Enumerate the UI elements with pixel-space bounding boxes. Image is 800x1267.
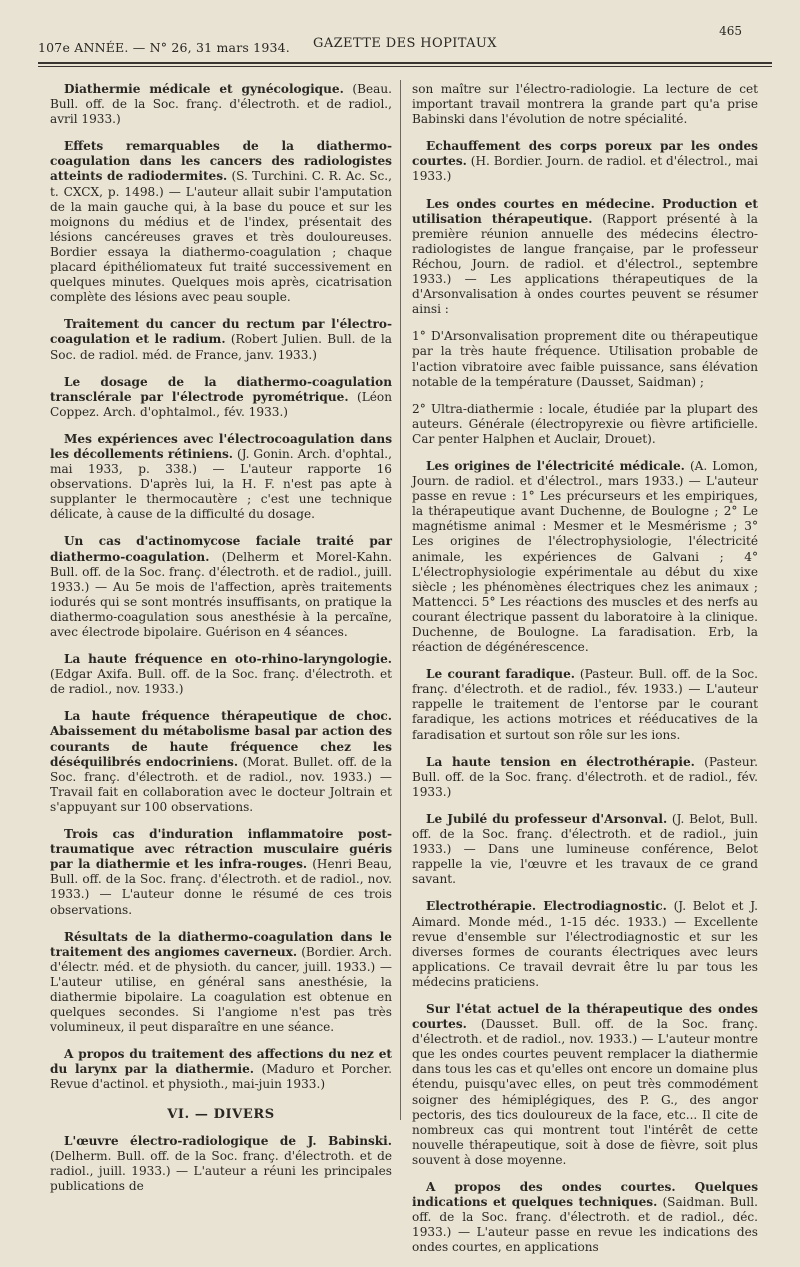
entry-title: L'œuvre électro-radiologique de J. Babinski. [64, 1133, 392, 1148]
page-header [38, 18, 772, 68]
header-rule-thin [38, 66, 772, 67]
abstract-entry [412, 899, 758, 990]
entry-title: Un cas d'actinomycose faciale traité par diathermo-coagulation. [50, 534, 392, 564]
abstract-entry [50, 709, 392, 815]
entry-body: (Pasteur. Bull. off. de la Soc. franç. d'électroth. et de radiol., fév. 1933.) [412, 754, 758, 799]
entry-body: (A. Lomon, Journ. de radiol. et d'électrol., mars 1933.) — L'auteur passe en revue : 1° Les précurseurs et les empiriques, la thérapeutique avant Duchenne, de Boulogne ; 2° Le magnétisme animal : Mesmer et le Mesmérisme ; 3° Les origines de l'électrophysiologie, l'électricité animale, les expériences de Galvani ; 4° L'électrophysiologie expérimentale au début du xixe siècle ; les phénomènes électriques chez les animaux ; Mattencci. 5° Les réactions des muscles et des nerfs au courant électrique passent du laboratoire à la clinique. Duchenne, de Boulogne. La faradisation. Erb, la réaction de dégénérescence. [412, 458, 758, 655]
entry-title: Les origines de l'électricité médicale. [426, 458, 685, 473]
abstract-entry [50, 1047, 392, 1092]
abstract-entry [50, 534, 392, 640]
abstract-entry [412, 1002, 758, 1168]
issue-info: 107e ANNÉE. — N° 26, 31 mars 1934. [38, 40, 290, 55]
abstract-entry [50, 827, 392, 918]
entry-body: (Dausset. Bull. off. de la Soc. franç. d'électroth. et de radiol., nov. 1933.) — L'auteur montre que les ondes courtes peuvent remplacer la diathermie dans tous les cas et qu'elles ont encore un domaine plus étendu, puisqu'avec elles, on peut très commodément soigner des hémiplégiques, des P. G., des angor pectoris, des tics douloureux de la face, etc... Il cite de nombreux cas qui montrent tout l'intérêt de cette nouvelle thérapeutique, soit à dose de fièvre, soit plus souvent à dose moyenne. [412, 1017, 758, 1167]
entry-body: (Saidman. Bull. off. de la Soc. franç. d'électroth. et de radiol., déc. 1933.) — L'auteur passe en revue les indications des ondes courtes, en applications [412, 1195, 758, 1255]
entry-title: Le dosage de la diathermo-coagulation transclérale par l'électrode pyrométrique. [50, 374, 392, 404]
entry-body: (J. Belot, Bull. off. de la Soc. franç. d'électroth. et de radiol., juin 1933.) — Dans une lumineuse conférence, Belot rappelle la vie, l'œuvre et les travaux de ce grand savant. [412, 811, 758, 887]
entry-title: La haute fréquence thérapeutique de choc. Abaissement du métabolisme basal par action des courants de haute fréquence chez les déséquilibrés endocriniens. [50, 709, 392, 769]
entry-title: Electrothérapie. Electrodiagnostic. [426, 899, 667, 914]
entry-body: (H. Bordier. Journ. de radiol. et d'électrol., mai 1933.) [412, 154, 758, 184]
page-number: 465 [719, 24, 742, 38]
entry-body: (Edgar Axifa. Bull. off. de la Soc. franç. d'électroth. et de radiol., nov. 1933.) [50, 667, 392, 697]
header-rule [38, 62, 772, 64]
entry-title: Mes expériences avec l'électrocoagulation dans les décollements rétiniens. [50, 431, 392, 461]
entry-title: Le Jubilé du professeur d'Arsonval. [426, 811, 668, 826]
entry-body: (Delherm. Bull. off. de la Soc. franç. d'électroth. et de radiol., juill. 1933.) — L'auteur a réuni les principales publications de [50, 1148, 392, 1193]
entry-title: A propos du traitement des affections du nez et du larynx par la diathermie. [50, 1047, 392, 1077]
entry-title: Résultats de la diathermo-coagulation dans le traitement des angiomes caverneux. [50, 929, 392, 959]
abstract-entry [412, 812, 758, 887]
entry-body: (Beau. Bull. off. de la Soc. franç. d'électroth. et de radiol., avril 1933.) [50, 82, 392, 127]
entry-title: Effets remarquables de la diathermo-coagulation dans les cancers des radiologistes atteints de radiodermites. [50, 139, 392, 184]
entry-title: La haute fréquence en oto-rhino-laryngologie. [64, 652, 392, 667]
entry-body: (J. Gonin. Arch. d'ophtal., mai 1933, p. 338.) — L'auteur rapporte 16 observations. D'après lui, la H. F. n'est pas apte à supplanter le thermocautère ; c'est une technique délicate, à cause de la difficulté du dosage. [50, 446, 392, 522]
abstract-entry [50, 317, 392, 362]
abstract-entry [50, 1134, 392, 1194]
abstract-entry [412, 329, 758, 389]
entry-title: Sur l'état actuel de la thérapeutique des ondes courtes. [412, 1001, 758, 1032]
abstract-entry [412, 139, 758, 184]
column-divider [400, 80, 401, 1120]
entry-title: Echauffement des corps poreux par les ondes courtes. [412, 139, 758, 169]
abstract-entry [50, 82, 392, 127]
entry-body: (Maduro et Porcher. Revue d'actinol. et physioth., mai-juin 1933.) [50, 1062, 392, 1092]
entry-body: (Bordier. Arch. d'électr. méd. et de physioth. du cancer, juill. 1933.) — L'auteur utilise, en général sans anesthésie, la diathermie bipolaire. La coagulation est obtenue en quelques secondes. Si l'angiome n'est pas très volumineux, il peut disparaître en une séance. [50, 944, 392, 1035]
entry-title: Le courant faradique. [426, 667, 575, 682]
entry-body: (Robert Julien. Bull. de la Soc. de radiol. méd. de France, janv. 1933.) [50, 332, 392, 362]
entry-title: Diathermie médicale et gynécologique. [64, 82, 344, 96]
abstract-entry [412, 459, 758, 655]
section-heading: VI. — DIVERS [167, 1106, 275, 1122]
entry-title: Traitement du cancer du rectum par l'électro-coagulation et le radium. [50, 317, 392, 347]
entry-title: Trois cas d'induration inflammatoire post-traumatique avec rétraction musculaire guéris par la diathermie et les infra-rouges. [50, 827, 392, 872]
entry-title: Les ondes courtes en médecine. Production et utilisation thérapeutique. [412, 196, 758, 226]
abstract-entry [412, 82, 758, 127]
abstract-entry [50, 930, 392, 1036]
entry-body: (J. Belot et J. Aimard. Monde méd., 1-15 déc. 1933.) — Excellente revue d'ensemble sur l'électrodiagnostic et sur les diverses formes de courants électriques avec leurs applications. Ce travail devrait être lu par tous les médecins praticiens. [412, 899, 758, 989]
entry-body: (Rapport présenté à la première réunion annuelle des médecins électro-radiologistes de langue française, par le professeur Réchou, Journ. de radiol. et d'électrol., septembre 1933.) — Les applications thérapeutiques de la d'Arsonvalisation à ondes courtes peuvent se résumer ainsi : [412, 211, 758, 317]
abstract-entry [50, 375, 392, 420]
entry-body: (Henri Beau, Bull. off. de la Soc. franç. d'électroth. et de radiol., nov. 1933.) — L'auteur donne le résumé de ces trois observations. [50, 857, 392, 917]
journal-title: GAZETTE DES HOPITAUX [313, 36, 497, 51]
entry-title: A propos des ondes courtes. Quelques indications et quelques techniques. [412, 1180, 758, 1210]
entry-body: (Pasteur. Bull. off. de la Soc. franç. d'électroth. et de radiol., fév. 1933.) — L'auteur rappelle le traitement de l'entorse par le courant faradique, les actions motrices et rééducatives de la faradisation et surtout son rôle sur les ions. [412, 667, 758, 742]
entry-body: (Morat. Bullet. off. de la Soc. franç. d'électroth. et de radiol., nov. 1933.) — Travail fait en collaboration avec le docteur Joltrain et s'appuyant sur 100 observations. [50, 754, 392, 814]
left-column [50, 82, 392, 1206]
right-column [412, 82, 758, 1267]
abstract-entry [50, 139, 392, 305]
entry-body: 2° Ultra-diathermie : locale, étudiée par la plupart des auteurs. Générale (électropyrexie ou fièvre artificielle. Car penter Halphen et Auclair, Drouet). [412, 401, 758, 446]
abstract-entry [412, 667, 758, 742]
abstract-entry [412, 1180, 758, 1255]
entry-title: La haute tension en électrothérapie. [426, 754, 695, 769]
entry-body: (Léon Coppez. Arch. d'ophtalmol., fév. 1933.) [50, 389, 392, 419]
abstract-entry [50, 432, 392, 523]
abstract-entry [50, 652, 392, 697]
entry-body: 1° D'Arsonvalisation proprement dite ou thérapeutique par la très haute fréquence. Utilisation probable de l'action vibratoire avec faible puissance, sans élévation notable de la température (Dausset, Saidman) ; [412, 329, 758, 389]
entry-body: (S. Turchini. C. R. Ac. Sc., t. CXCX, p. 1498.) — L'auteur allait subir l'amputation de la main gauche qui, à la base du pouce et sur les moignons du médius et de l'index, présentait des lésions cancéreuses graves et très douloureuses. Bordier essaya la diathermo-coagulation ; chaque placard épithéliomateux fut traité successivement en quelques minutes. Quelques mois après, cicatrisation complète des lésions avec peau souple. [50, 169, 392, 305]
entry-body: son maître sur l'électro-radiologie. La lecture de cet important travail montrera la grande part qu'a prise Babinski dans l'évolution de notre spécialité. [412, 82, 758, 127]
abstract-entry [412, 197, 758, 318]
abstract-entry [412, 402, 758, 447]
abstract-entry [412, 755, 758, 800]
entry-body: (Delherm et Morel-Kahn. Bull. off. de la Soc. franç. d'électroth. et de radiol., juill. 1933.) — Au 5e mois de l'affection, après traitements iodurés qui se sont montrés insuffisants, on pratique la diathermo-coagulation sous anesthésie à la percaïne, avec électrode bipolaire. Guérison en 4 séances. [50, 549, 392, 639]
